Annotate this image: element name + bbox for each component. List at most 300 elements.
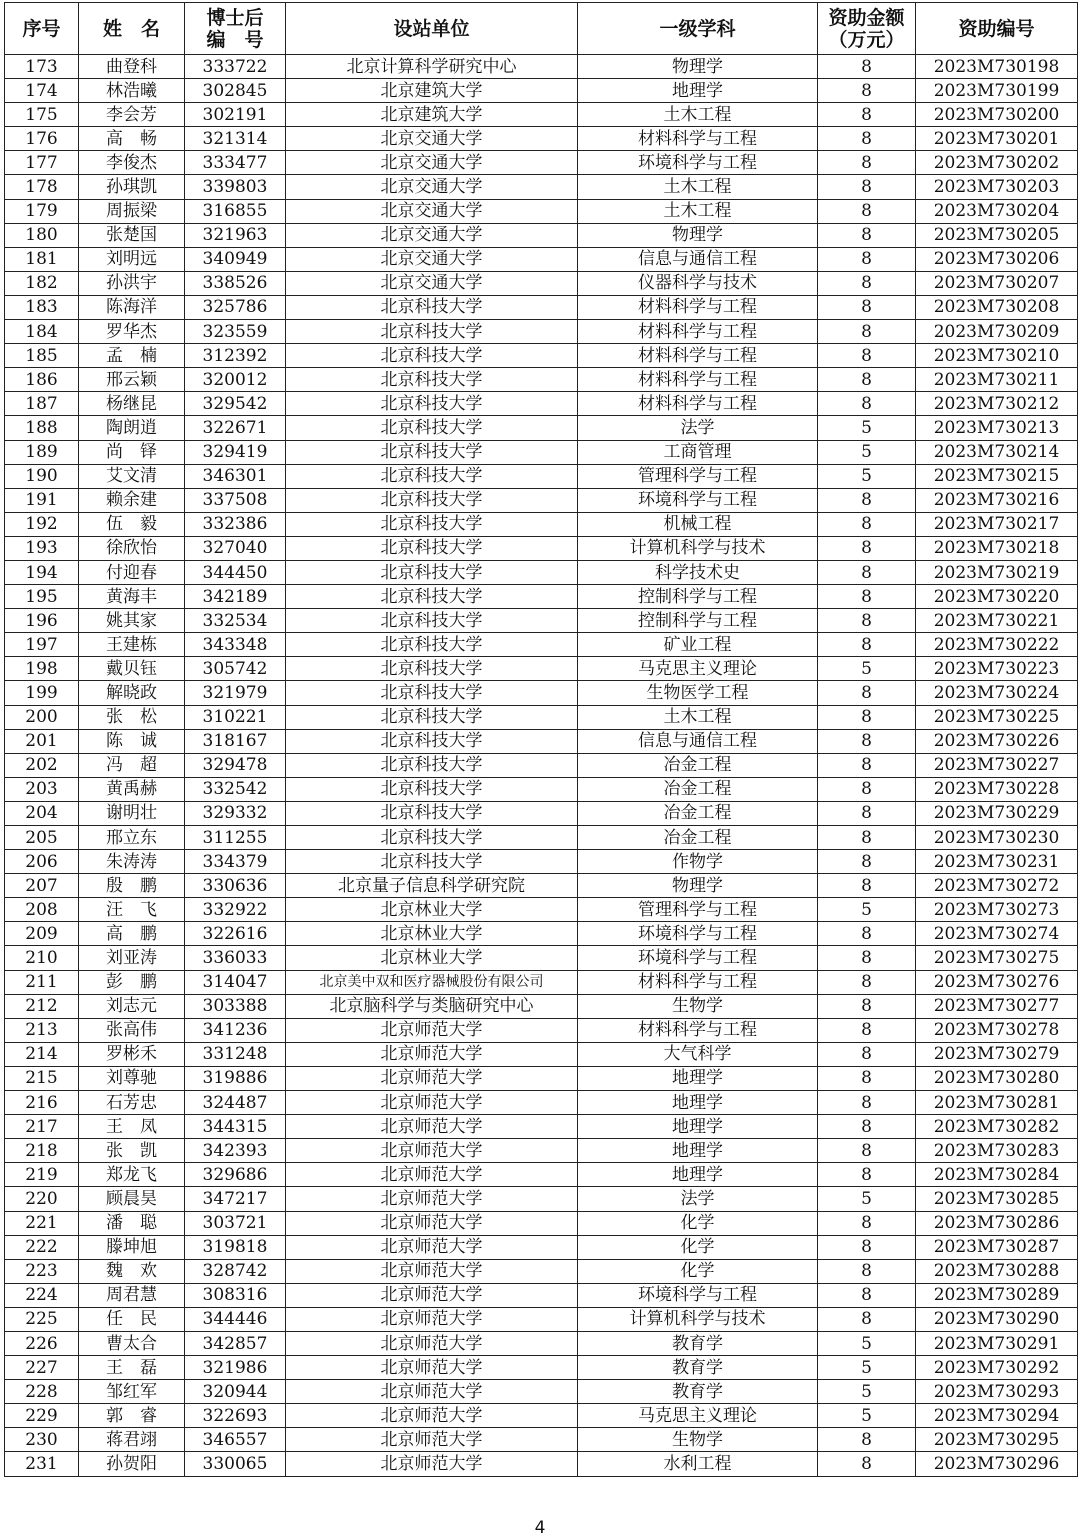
cell-seq: 203 xyxy=(5,777,79,801)
cell-grant-id: 2023M730279 xyxy=(916,1042,1078,1066)
cell-postdoc-id: 325786 xyxy=(185,295,286,319)
cell-seq: 208 xyxy=(5,898,79,922)
cell-amount: 8 xyxy=(818,512,916,536)
cell-discipline: 环境科学与工程 xyxy=(578,1283,818,1307)
cell-name: 高 鹏 xyxy=(79,922,185,946)
cell-discipline: 环境科学与工程 xyxy=(578,151,818,175)
cell-postdoc-id: 343348 xyxy=(185,633,286,657)
cell-grant-id: 2023M730228 xyxy=(916,777,1078,801)
cell-postdoc-id: 329542 xyxy=(185,392,286,416)
cell-discipline: 地理学 xyxy=(578,1091,818,1115)
cell-amount: 8 xyxy=(818,585,916,609)
cell-name: 张高伟 xyxy=(79,1018,185,1042)
cell-name: 周振梁 xyxy=(79,199,185,223)
cell-name: 姚其家 xyxy=(79,609,185,633)
cell-postdoc-id: 344315 xyxy=(185,1115,286,1139)
cell-name: 林浩曦 xyxy=(79,79,185,103)
cell-unit: 北京科技大学 xyxy=(286,295,578,319)
cell-grant-id: 2023M730215 xyxy=(916,464,1078,488)
cell-discipline: 仪器科学与技术 xyxy=(578,271,818,295)
cell-unit: 北京交通大学 xyxy=(286,175,578,199)
cell-amount: 8 xyxy=(818,922,916,946)
cell-amount: 8 xyxy=(818,223,916,247)
cell-amount: 8 xyxy=(818,320,916,344)
cell-amount: 8 xyxy=(818,633,916,657)
cell-name: 冯 超 xyxy=(79,753,185,777)
cell-unit: 北京科技大学 xyxy=(286,657,578,681)
cell-postdoc-id: 342189 xyxy=(185,585,286,609)
cell-amount: 5 xyxy=(818,464,916,488)
table-row xyxy=(5,1235,1078,1259)
table-row xyxy=(5,560,1078,584)
cell-unit: 北京师范大学 xyxy=(286,1187,578,1211)
cell-amount: 8 xyxy=(818,609,916,633)
cell-grant-id: 2023M730280 xyxy=(916,1066,1078,1090)
cell-seq: 227 xyxy=(5,1356,79,1380)
cell-seq: 204 xyxy=(5,801,79,825)
cell-grant-id: 2023M730291 xyxy=(916,1331,1078,1355)
table-row xyxy=(5,199,1078,223)
cell-postdoc-id: 320012 xyxy=(185,368,286,392)
cell-unit: 北京师范大学 xyxy=(286,1211,578,1235)
cell-name: 魏 欢 xyxy=(79,1259,185,1283)
cell-grant-id: 2023M730200 xyxy=(916,103,1078,127)
cell-grant-id: 2023M730277 xyxy=(916,994,1078,1018)
cell-seq: 205 xyxy=(5,826,79,850)
cell-seq: 195 xyxy=(5,585,79,609)
cell-grant-id: 2023M730226 xyxy=(916,729,1078,753)
cell-amount: 8 xyxy=(818,488,916,512)
cell-unit: 北京科技大学 xyxy=(286,850,578,874)
cell-postdoc-id: 346557 xyxy=(185,1428,286,1452)
cell-grant-id: 2023M730211 xyxy=(916,368,1078,392)
cell-discipline: 化学 xyxy=(578,1235,818,1259)
header-discipline: 一级学科 xyxy=(578,3,818,55)
cell-unit: 北京师范大学 xyxy=(286,1163,578,1187)
cell-name: 孙贺阳 xyxy=(79,1452,185,1476)
table-row xyxy=(5,657,1078,681)
cell-seq: 217 xyxy=(5,1115,79,1139)
table-row xyxy=(5,946,1078,970)
cell-amount: 8 xyxy=(818,1283,916,1307)
cell-name: 张 凯 xyxy=(79,1139,185,1163)
cell-postdoc-id: 333477 xyxy=(185,151,286,175)
cell-unit: 北京美中双和医疗器械股份有限公司 xyxy=(286,970,578,994)
cell-unit: 北京科技大学 xyxy=(286,320,578,344)
cell-amount: 8 xyxy=(818,368,916,392)
cell-amount: 8 xyxy=(818,247,916,271)
cell-name: 孟 楠 xyxy=(79,344,185,368)
cell-grant-id: 2023M730217 xyxy=(916,512,1078,536)
cell-name: 赖余建 xyxy=(79,488,185,512)
cell-amount: 8 xyxy=(818,1307,916,1331)
cell-discipline: 生物医学工程 xyxy=(578,681,818,705)
cell-discipline: 法学 xyxy=(578,416,818,440)
cell-grant-id: 2023M730204 xyxy=(916,199,1078,223)
cell-grant-id: 2023M730206 xyxy=(916,247,1078,271)
table-row xyxy=(5,247,1078,271)
table-row xyxy=(5,151,1078,175)
cell-amount: 8 xyxy=(818,79,916,103)
cell-amount: 8 xyxy=(818,103,916,127)
cell-postdoc-id: 333722 xyxy=(185,55,286,79)
cell-discipline: 材料科学与工程 xyxy=(578,295,818,319)
cell-amount: 5 xyxy=(818,1356,916,1380)
cell-postdoc-id: 303388 xyxy=(185,994,286,1018)
cell-postdoc-id: 310221 xyxy=(185,705,286,729)
cell-seq: 226 xyxy=(5,1331,79,1355)
cell-grant-id: 2023M730223 xyxy=(916,657,1078,681)
cell-grant-id: 2023M730227 xyxy=(916,753,1078,777)
cell-postdoc-id: 334379 xyxy=(185,850,286,874)
cell-seq: 225 xyxy=(5,1307,79,1331)
cell-postdoc-id: 342393 xyxy=(185,1139,286,1163)
cell-seq: 184 xyxy=(5,320,79,344)
cell-grant-id: 2023M730221 xyxy=(916,609,1078,633)
cell-seq: 175 xyxy=(5,103,79,127)
header-postdoc-line1: 博士后 xyxy=(206,6,264,29)
cell-name: 朱涛涛 xyxy=(79,850,185,874)
table-row xyxy=(5,1042,1078,1066)
cell-name: 张楚国 xyxy=(79,223,185,247)
cell-unit: 北京师范大学 xyxy=(286,1259,578,1283)
cell-postdoc-id: 340949 xyxy=(185,247,286,271)
cell-discipline: 材料科学与工程 xyxy=(578,320,818,344)
cell-postdoc-id: 323559 xyxy=(185,320,286,344)
table-row xyxy=(5,1163,1078,1187)
cell-unit: 北京建筑大学 xyxy=(286,79,578,103)
cell-postdoc-id: 321963 xyxy=(185,223,286,247)
cell-unit: 北京科技大学 xyxy=(286,826,578,850)
cell-postdoc-id: 344450 xyxy=(185,560,286,584)
cell-name: 孙琪凯 xyxy=(79,175,185,199)
cell-postdoc-id: 327040 xyxy=(185,536,286,560)
cell-name: 蒋君翊 xyxy=(79,1428,185,1452)
cell-name: 郑龙飞 xyxy=(79,1163,185,1187)
cell-discipline: 环境科学与工程 xyxy=(578,946,818,970)
cell-grant-id: 2023M730216 xyxy=(916,488,1078,512)
cell-unit: 北京科技大学 xyxy=(286,609,578,633)
table-row xyxy=(5,295,1078,319)
header-seq: 序号 xyxy=(5,3,79,55)
cell-unit: 北京科技大学 xyxy=(286,633,578,657)
cell-discipline: 物理学 xyxy=(578,223,818,247)
table-row xyxy=(5,512,1078,536)
cell-name: 邢立东 xyxy=(79,826,185,850)
cell-postdoc-id: 321314 xyxy=(185,127,286,151)
cell-unit: 北京量子信息科学研究院 xyxy=(286,874,578,898)
cell-grant-id: 2023M730199 xyxy=(916,79,1078,103)
cell-name: 尚 铎 xyxy=(79,440,185,464)
cell-grant-id: 2023M730201 xyxy=(916,127,1078,151)
cell-postdoc-id: 341236 xyxy=(185,1018,286,1042)
cell-postdoc-id: 330065 xyxy=(185,1452,286,1476)
cell-discipline: 地理学 xyxy=(578,1066,818,1090)
cell-postdoc-id: 302845 xyxy=(185,79,286,103)
cell-seq: 199 xyxy=(5,681,79,705)
cell-name: 郭 睿 xyxy=(79,1404,185,1428)
cell-seq: 220 xyxy=(5,1187,79,1211)
cell-grant-id: 2023M730224 xyxy=(916,681,1078,705)
cell-amount: 8 xyxy=(818,777,916,801)
cell-discipline: 环境科学与工程 xyxy=(578,922,818,946)
header-grant-id: 资助编号 xyxy=(916,3,1078,55)
cell-discipline: 生物学 xyxy=(578,994,818,1018)
cell-postdoc-id: 332534 xyxy=(185,609,286,633)
cell-amount: 8 xyxy=(818,536,916,560)
cell-grant-id: 2023M730209 xyxy=(916,320,1078,344)
cell-postdoc-id: 329686 xyxy=(185,1163,286,1187)
cell-name: 石芳忠 xyxy=(79,1091,185,1115)
cell-amount: 8 xyxy=(818,681,916,705)
cell-discipline: 科学技术史 xyxy=(578,560,818,584)
cell-seq: 187 xyxy=(5,392,79,416)
cell-name: 潘 聪 xyxy=(79,1211,185,1235)
cell-name: 刘明远 xyxy=(79,247,185,271)
cell-grant-id: 2023M730288 xyxy=(916,1259,1078,1283)
cell-grant-id: 2023M730292 xyxy=(916,1356,1078,1380)
table-row xyxy=(5,1091,1078,1115)
cell-unit: 北京林业大学 xyxy=(286,922,578,946)
cell-unit: 北京科技大学 xyxy=(286,512,578,536)
cell-amount: 8 xyxy=(818,175,916,199)
cell-discipline: 管理科学与工程 xyxy=(578,898,818,922)
cell-name: 孙洪宇 xyxy=(79,271,185,295)
cell-name: 任 民 xyxy=(79,1307,185,1331)
cell-grant-id: 2023M730229 xyxy=(916,801,1078,825)
cell-amount: 8 xyxy=(818,1235,916,1259)
cell-name: 王 凤 xyxy=(79,1115,185,1139)
cell-grant-id: 2023M730214 xyxy=(916,440,1078,464)
cell-name: 李俊杰 xyxy=(79,151,185,175)
cell-postdoc-id: 328742 xyxy=(185,1259,286,1283)
cell-name: 谢明壮 xyxy=(79,801,185,825)
cell-unit: 北京科技大学 xyxy=(286,681,578,705)
cell-discipline: 材料科学与工程 xyxy=(578,368,818,392)
cell-unit: 北京师范大学 xyxy=(286,1115,578,1139)
cell-seq: 196 xyxy=(5,609,79,633)
cell-discipline: 作物学 xyxy=(578,850,818,874)
cell-unit: 北京科技大学 xyxy=(286,392,578,416)
cell-postdoc-id: 346301 xyxy=(185,464,286,488)
cell-postdoc-id: 314047 xyxy=(185,970,286,994)
cell-unit: 北京师范大学 xyxy=(286,1356,578,1380)
cell-unit: 北京师范大学 xyxy=(286,1380,578,1404)
cell-discipline: 马克思主义理论 xyxy=(578,657,818,681)
cell-seq: 200 xyxy=(5,705,79,729)
cell-name: 付迎春 xyxy=(79,560,185,584)
table-row xyxy=(5,922,1078,946)
cell-name: 伍 毅 xyxy=(79,512,185,536)
cell-unit: 北京师范大学 xyxy=(286,1331,578,1355)
cell-postdoc-id: 320944 xyxy=(185,1380,286,1404)
cell-seq: 191 xyxy=(5,488,79,512)
cell-name: 顾晨昊 xyxy=(79,1187,185,1211)
cell-grant-id: 2023M730284 xyxy=(916,1163,1078,1187)
cell-seq: 213 xyxy=(5,1018,79,1042)
cell-name: 罗彬禾 xyxy=(79,1042,185,1066)
cell-name: 邹红军 xyxy=(79,1380,185,1404)
cell-postdoc-id: 331248 xyxy=(185,1042,286,1066)
cell-unit: 北京科技大学 xyxy=(286,801,578,825)
cell-seq: 215 xyxy=(5,1066,79,1090)
cell-unit: 北京科技大学 xyxy=(286,753,578,777)
cell-unit: 北京科技大学 xyxy=(286,488,578,512)
cell-postdoc-id: 302191 xyxy=(185,103,286,127)
cell-amount: 8 xyxy=(818,946,916,970)
cell-name: 曲登科 xyxy=(79,55,185,79)
cell-seq: 230 xyxy=(5,1428,79,1452)
cell-grant-id: 2023M730203 xyxy=(916,175,1078,199)
cell-discipline: 材料科学与工程 xyxy=(578,1018,818,1042)
cell-amount: 8 xyxy=(818,850,916,874)
cell-seq: 198 xyxy=(5,657,79,681)
cell-amount: 8 xyxy=(818,199,916,223)
header-unit: 设站单位 xyxy=(286,3,578,55)
cell-seq: 177 xyxy=(5,151,79,175)
cell-amount: 8 xyxy=(818,729,916,753)
cell-discipline: 材料科学与工程 xyxy=(578,392,818,416)
cell-unit: 北京师范大学 xyxy=(286,1283,578,1307)
table-row xyxy=(5,801,1078,825)
cell-name: 戴贝钰 xyxy=(79,657,185,681)
table-row xyxy=(5,609,1078,633)
header-postdoc-line2: 编 号 xyxy=(206,28,264,51)
cell-amount: 5 xyxy=(818,1331,916,1355)
cell-seq: 209 xyxy=(5,922,79,946)
cell-name: 曹太合 xyxy=(79,1331,185,1355)
cell-postdoc-id: 339803 xyxy=(185,175,286,199)
table-row xyxy=(5,633,1078,657)
cell-grant-id: 2023M730272 xyxy=(916,874,1078,898)
table-row xyxy=(5,1331,1078,1355)
cell-discipline: 地理学 xyxy=(578,1139,818,1163)
cell-name: 陈海洋 xyxy=(79,295,185,319)
cell-postdoc-id: 337508 xyxy=(185,488,286,512)
cell-postdoc-id: 308316 xyxy=(185,1283,286,1307)
cell-grant-id: 2023M730273 xyxy=(916,898,1078,922)
cell-seq: 219 xyxy=(5,1163,79,1187)
cell-amount: 8 xyxy=(818,392,916,416)
cell-grant-id: 2023M730287 xyxy=(916,1235,1078,1259)
cell-seq: 192 xyxy=(5,512,79,536)
cell-discipline: 冶金工程 xyxy=(578,801,818,825)
cell-unit: 北京交通大学 xyxy=(286,247,578,271)
cell-postdoc-id: 318167 xyxy=(185,729,286,753)
cell-discipline: 教育学 xyxy=(578,1356,818,1380)
cell-grant-id: 2023M730207 xyxy=(916,271,1078,295)
cell-grant-id: 2023M730208 xyxy=(916,295,1078,319)
cell-seq: 173 xyxy=(5,55,79,79)
cell-discipline: 矿业工程 xyxy=(578,633,818,657)
cell-unit: 北京科技大学 xyxy=(286,344,578,368)
cell-seq: 223 xyxy=(5,1259,79,1283)
cell-name: 高 畅 xyxy=(79,127,185,151)
cell-unit: 北京科技大学 xyxy=(286,705,578,729)
table-row xyxy=(5,1452,1078,1476)
cell-unit: 北京师范大学 xyxy=(286,1428,578,1452)
header-row xyxy=(5,3,1078,55)
table-row xyxy=(5,1380,1078,1404)
cell-grant-id: 2023M730281 xyxy=(916,1091,1078,1115)
cell-name: 王建栋 xyxy=(79,633,185,657)
cell-name: 邢云颖 xyxy=(79,368,185,392)
table-row xyxy=(5,488,1078,512)
cell-seq: 229 xyxy=(5,1404,79,1428)
cell-seq: 180 xyxy=(5,223,79,247)
cell-discipline: 化学 xyxy=(578,1259,818,1283)
table-row xyxy=(5,223,1078,247)
cell-amount: 5 xyxy=(818,898,916,922)
cell-postdoc-id: 321979 xyxy=(185,681,286,705)
table-row xyxy=(5,464,1078,488)
cell-postdoc-id: 332386 xyxy=(185,512,286,536)
funding-table xyxy=(4,2,1078,1477)
header-name: 姓 名 xyxy=(79,3,185,55)
cell-postdoc-id: 329332 xyxy=(185,801,286,825)
cell-unit: 北京师范大学 xyxy=(286,1307,578,1331)
cell-name: 陶朗逍 xyxy=(79,416,185,440)
cell-name: 滕坤旭 xyxy=(79,1235,185,1259)
cell-name: 刘志元 xyxy=(79,994,185,1018)
cell-postdoc-id: 322671 xyxy=(185,416,286,440)
table-row xyxy=(5,320,1078,344)
cell-name: 张 松 xyxy=(79,705,185,729)
cell-discipline: 计算机科学与技术 xyxy=(578,1307,818,1331)
cell-discipline: 控制科学与工程 xyxy=(578,585,818,609)
cell-amount: 8 xyxy=(818,560,916,584)
cell-name: 陈 诚 xyxy=(79,729,185,753)
cell-discipline: 教育学 xyxy=(578,1380,818,1404)
cell-discipline: 马克思主义理论 xyxy=(578,1404,818,1428)
cell-seq: 228 xyxy=(5,1380,79,1404)
cell-amount: 8 xyxy=(818,344,916,368)
cell-name: 艾文清 xyxy=(79,464,185,488)
table-row xyxy=(5,103,1078,127)
cell-postdoc-id: 338526 xyxy=(185,271,286,295)
cell-postdoc-id: 329478 xyxy=(185,753,286,777)
table-row xyxy=(5,175,1078,199)
cell-name: 殷 鹏 xyxy=(79,874,185,898)
cell-seq: 176 xyxy=(5,127,79,151)
cell-unit: 北京师范大学 xyxy=(286,1404,578,1428)
cell-discipline: 工商管理 xyxy=(578,440,818,464)
cell-amount: 8 xyxy=(818,271,916,295)
cell-name: 周君慧 xyxy=(79,1283,185,1307)
cell-amount: 8 xyxy=(818,127,916,151)
cell-grant-id: 2023M730290 xyxy=(916,1307,1078,1331)
cell-unit: 北京林业大学 xyxy=(286,946,578,970)
cell-unit: 北京脑科学与类脑研究中心 xyxy=(286,994,578,1018)
cell-amount: 8 xyxy=(818,970,916,994)
cell-amount: 8 xyxy=(818,1139,916,1163)
table-row xyxy=(5,705,1078,729)
table-row xyxy=(5,1404,1078,1428)
table-row xyxy=(5,1211,1078,1235)
cell-name: 杨继昆 xyxy=(79,392,185,416)
cell-seq: 189 xyxy=(5,440,79,464)
cell-postdoc-id: 342857 xyxy=(185,1331,286,1355)
cell-unit: 北京师范大学 xyxy=(286,1066,578,1090)
cell-seq: 212 xyxy=(5,994,79,1018)
cell-amount: 8 xyxy=(818,1259,916,1283)
cell-grant-id: 2023M730275 xyxy=(916,946,1078,970)
cell-amount: 8 xyxy=(818,1115,916,1139)
cell-postdoc-id: 319818 xyxy=(185,1235,286,1259)
cell-grant-id: 2023M730220 xyxy=(916,585,1078,609)
cell-seq: 185 xyxy=(5,344,79,368)
header-amount xyxy=(818,3,916,55)
